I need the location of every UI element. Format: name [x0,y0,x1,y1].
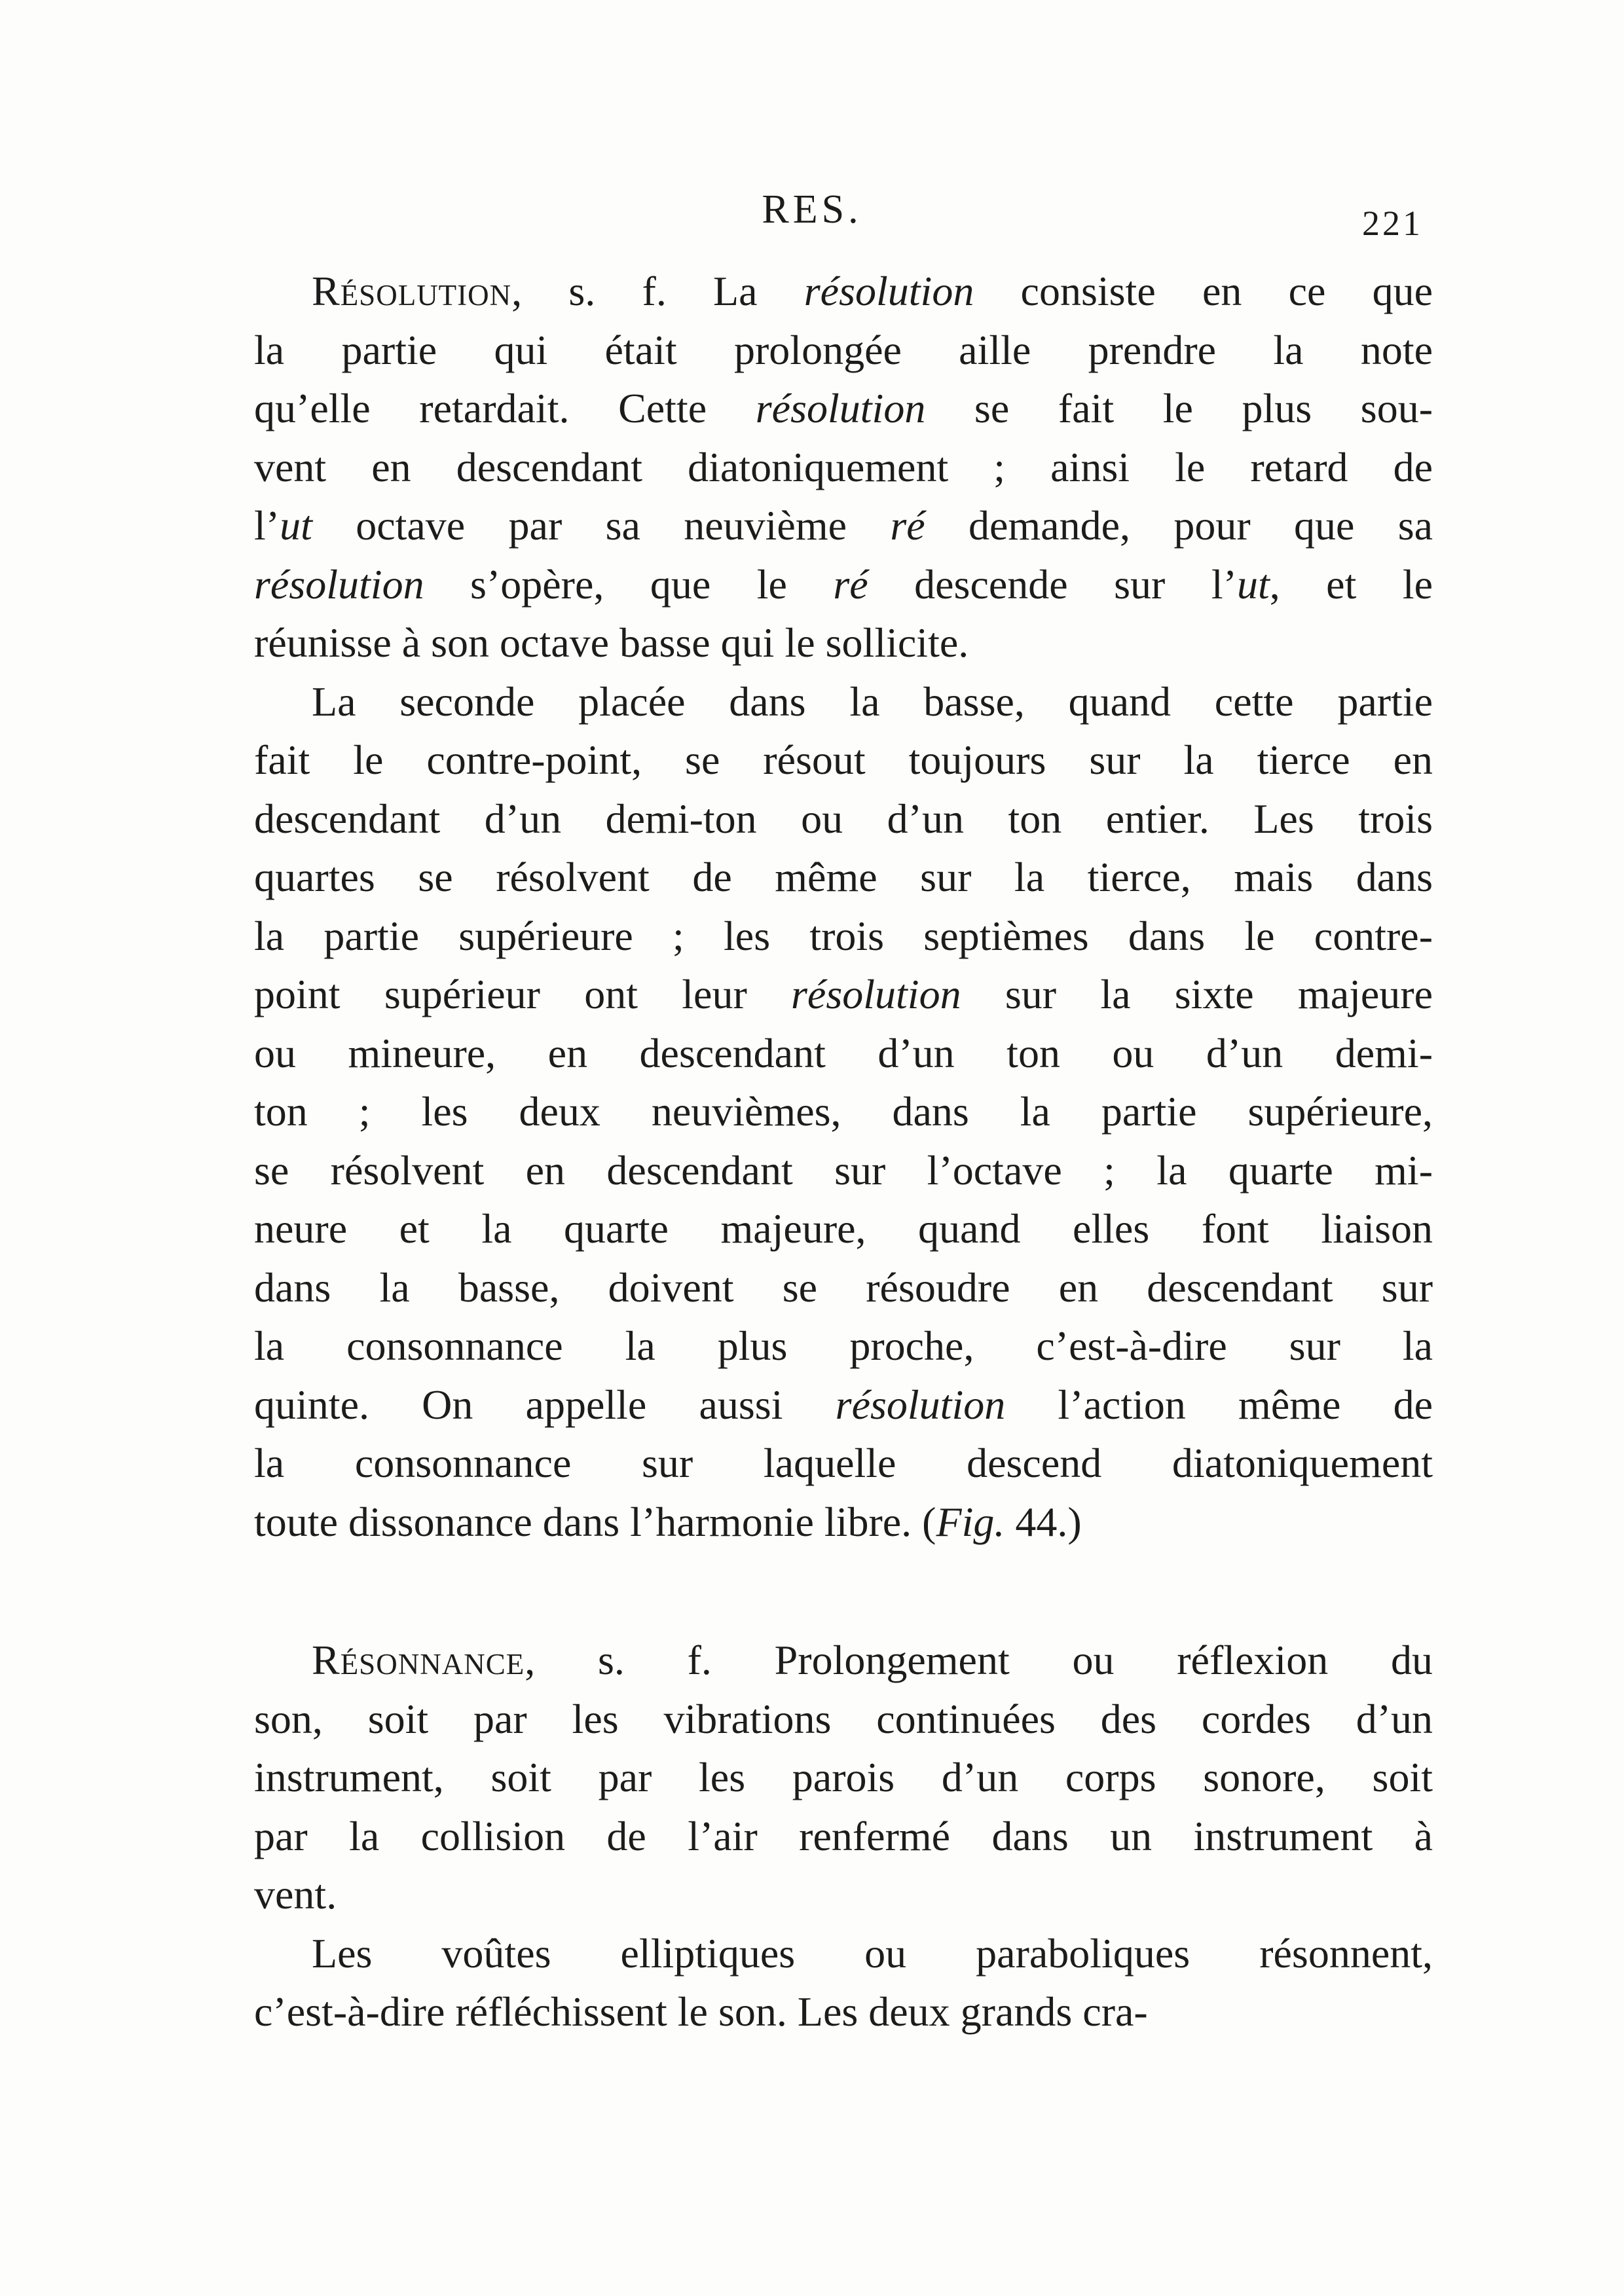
dictionary-entry [254,262,1433,1551]
text-run: Les voûtes elliptiques ou paraboliques résonnent, [312,1929,1433,1977]
text-run: sur la sixte majeure [961,971,1433,1017]
text-line [254,965,1433,1024]
text-line [254,321,1433,380]
text-line [254,848,1433,907]
text-run: par la collision de l’air renfermé dans un instrument à [254,1812,1433,1859]
dictionary-entry [254,1631,1433,2041]
text-line [254,379,1433,438]
text-run: son, soit par les vibrations continuées des cordes d’un [254,1695,1433,1742]
text-line [254,1865,1433,1924]
italic-term: Fig. [936,1498,1005,1545]
italic-term: ré [890,502,925,549]
italic-term: ré [833,560,868,608]
text-line [254,672,1433,731]
text-run: c’est-à-dire réfléchissent le son. Les deux grands cra- [254,1988,1148,2035]
text-line [254,262,1433,321]
text-run: se fait le plus sou- [925,385,1433,431]
text-line [254,731,1433,790]
page-number: 221 [1362,204,1423,243]
text-run: La seconde placée dans la basse, quand cette partie [312,678,1433,725]
text-line [254,1807,1433,1866]
text-line [254,438,1433,497]
text-run: dans la basse, doivent se résoudre en descendant sur [254,1264,1433,1311]
text-run: ou mineure, en descendant d’un ton ou d’un demi- [254,1029,1433,1076]
italic-term: ut [1236,560,1270,608]
entry-headword: Résolution [312,268,512,314]
paragraph [254,1631,1433,1924]
text-line [254,790,1433,848]
entry-headword: Résonnance [312,1637,525,1683]
entry-spacer [254,1551,1433,1631]
text-run: vent en descendant diatoniquement ; ainsi le retard de [254,443,1433,490]
text-run: la partie qui était prolongée aille prendre la note [254,326,1433,373]
text-run: instrument, soit par les parois d’un corps sonore, soit [254,1754,1433,1800]
italic-term: résolution [755,385,926,431]
text-run: toute dissonance dans l’harmonie libre. ( [254,1498,936,1545]
text-line [254,1631,1433,1690]
text-run: , s. f. Prolongement ou réflexion du [525,1637,1433,1683]
text-line [254,1690,1433,1749]
text-run: , s. f. La [511,268,804,314]
text-run: 44.) [1005,1498,1082,1545]
text-line [254,1924,1433,1983]
text-run: descendant d’un demi-ton ou d’un ton entier. Les trois [254,795,1433,842]
text-line [254,907,1433,966]
text-run: octave par sa neuvième [312,502,891,549]
paragraph [254,1924,1433,2041]
text-run: quinte. On appelle aussi [254,1381,836,1428]
text-line [254,1748,1433,1807]
body-text [254,262,1433,2041]
text-line [254,613,1433,672]
italic-term: ut [280,502,312,549]
text-line [254,1082,1433,1141]
text-run: fait le contre-point, se résout toujours sur la tierce en [254,737,1433,783]
italic-term: résolution [803,268,974,314]
text-line [254,1434,1433,1493]
text-line [254,1258,1433,1317]
text-line [254,555,1433,614]
text-line [254,1199,1433,1258]
text-run: quartes se résolvent de même sur la tierce, mais dans [254,854,1433,900]
text-line [254,1024,1433,1083]
text-run: l’ [254,502,280,549]
text-line [254,1493,1433,1552]
text-line [254,1317,1433,1376]
text-run: se résolvent en descendant sur l’octave ; la quarte mi- [254,1146,1433,1194]
text-run: la partie supérieure ; les trois septièmes dans le contre- [254,912,1433,959]
text-run: la consonnance sur laquelle descend diatoniquement [254,1440,1433,1486]
text-run: s’opère, que le [424,560,834,608]
text-line [254,496,1433,555]
italic-term: résolution [835,1381,1006,1428]
text-run: consiste en ce que [974,268,1433,314]
text-run: demande, pour que sa [925,502,1433,549]
text-run: l’action même de [1005,1381,1433,1428]
text-run: neure et la quarte majeure, quand elles font liaison [254,1205,1433,1252]
text-line [254,1982,1433,2041]
text-run: point supérieur ont leur [254,971,792,1017]
text-line [254,1376,1433,1434]
paragraph [254,672,1433,1552]
italic-term: résolution [254,560,424,608]
paragraph [254,262,1433,672]
text-run: vent. [254,1871,337,1918]
text-run: descende sur l’ [868,560,1237,608]
text-run: la consonnance la plus proche, c’est-à-dire sur la [254,1322,1433,1369]
italic-term: résolution [791,971,961,1017]
text-run: qu’elle retardait. Cette [254,385,756,431]
running-head: RES. [762,187,862,232]
text-run: , et le [1269,560,1433,608]
text-line [254,1141,1433,1200]
text-run: ton ; les deux neuvièmes, dans la partie supérieure, [254,1088,1433,1135]
text-run: réunisse à son octave basse qui le sollicite. [254,619,969,666]
